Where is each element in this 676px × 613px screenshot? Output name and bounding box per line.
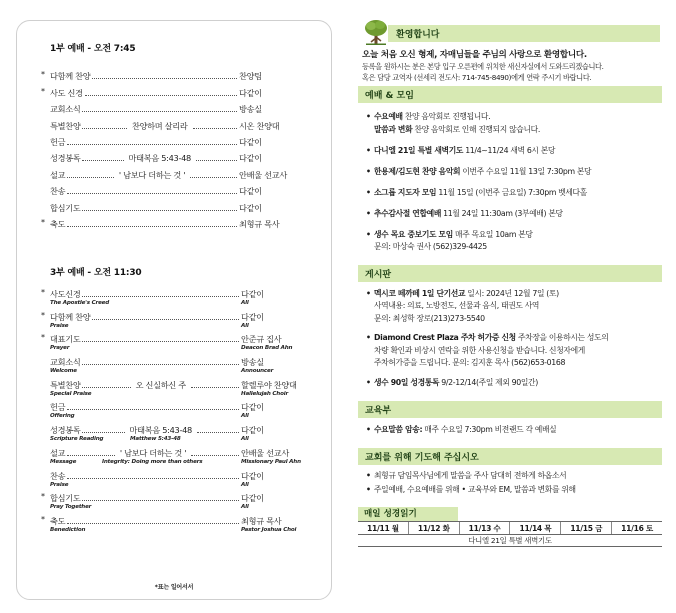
- bullet-line: [374, 357, 662, 370]
- order-item-line: [50, 355, 313, 367]
- bullet-line: [374, 288, 662, 301]
- contact-line: 혹은 담당 교역자 (선세리 전도사: 714-745-8490)에게 연락 주시기 바랍니다.: [362, 72, 592, 82]
- order-item-leader: 할렐루야 찬양대: [241, 379, 297, 390]
- prayer-title: 교회를 위해 기도해 주십시오: [358, 448, 662, 465]
- bullet-icon: •: [366, 485, 371, 494]
- order-item: [50, 400, 313, 423]
- welcome-section: [358, 18, 662, 82]
- bold-text: 수요예배: [374, 112, 403, 121]
- standing-mark: *: [41, 288, 45, 297]
- order-item: [41, 82, 311, 98]
- order-item-english-name: Praise: [50, 322, 69, 329]
- prayer-list: [358, 470, 662, 497]
- service3-order-list: [41, 287, 313, 537]
- dot-leader: [67, 455, 115, 456]
- plain-text: 11/4~11/24 새벽 6시 본당: [463, 145, 556, 155]
- plain-text: 매주 수요일 7:30pm 비전랜드 각 예배실: [422, 425, 557, 434]
- order-item-leader: 다같이: [241, 425, 264, 436]
- order-item-leader: 다같이: [241, 493, 264, 504]
- bullet-item: [366, 166, 662, 179]
- order-item-english-detail: Integrity: Doing more than others: [102, 458, 203, 465]
- bullet-icon: •: [366, 229, 371, 239]
- order-item-leader: 다같이: [241, 311, 264, 322]
- order-item-name: 특별찬양: [50, 120, 81, 131]
- plain-text: 사역내용: 의료, 노방전도, 선물과 음식, 태권도 사역: [374, 301, 540, 310]
- bullet-icon: •: [366, 145, 371, 155]
- order-item-english-name: Welcome: [50, 368, 77, 375]
- order-item-line: [50, 446, 313, 458]
- welcome-line: 오늘 처음 오신 형제, 자매님들을 주님의 사랑으로 환영합니다.: [362, 50, 587, 60]
- order-item-english: [50, 435, 313, 444]
- order-item: [41, 287, 313, 310]
- order-item-leader: 다같이: [239, 136, 262, 147]
- order-item-leader: 다같이: [241, 402, 264, 413]
- bullet-line: [374, 166, 662, 179]
- order-item-name: 성경봉독: [50, 425, 81, 436]
- education-title: 교육부: [358, 401, 662, 418]
- order-item: [50, 115, 311, 131]
- events-list: [358, 111, 662, 254]
- order-item: [50, 164, 311, 180]
- bullet-icon: •: [366, 187, 371, 197]
- order-item-english-leader: All: [241, 436, 249, 443]
- dot-leader: [191, 455, 239, 456]
- order-item-name: 찬송: [50, 186, 66, 197]
- order-item-line: [50, 400, 313, 412]
- bold-text: 멕시코 떼까떼 1일 단기선교: [374, 288, 466, 298]
- order-item-english: [50, 458, 313, 467]
- dot-leader: [190, 177, 237, 178]
- bullet-line: [374, 470, 662, 483]
- bullet-item: [366, 187, 662, 200]
- bold-text: 한용제/김도현 찬양 음악회: [374, 166, 461, 176]
- bullet-icon: •: [366, 112, 371, 121]
- registration-line: 등록을 원하시는 분은 본당 입구 오른편에 위치한 새신자실에서 도와드리겠습니다.: [362, 62, 604, 71]
- bullet-icon: •: [366, 470, 371, 480]
- bold-text: 생수 목요 중보기도 모임: [374, 229, 453, 239]
- order-item-name: 헌금: [50, 402, 66, 413]
- bullet-line: [374, 145, 662, 158]
- plain-text: 찬양 음악회로 인해 진행되지 않습니다.: [412, 124, 540, 134]
- order-item-english-leader: All: [241, 300, 249, 306]
- reading-date-cell: 11/15 금: [561, 522, 612, 534]
- bullet-icon: •: [366, 333, 371, 342]
- standing-mark: *: [41, 333, 45, 343]
- order-item: [50, 355, 313, 378]
- plain-text: 문의: 마상숙 권사 (562)329-4425: [374, 242, 487, 251]
- order-item-leader: 안준규 집사: [241, 334, 282, 345]
- order-item-english: [50, 390, 313, 399]
- dot-leader: [67, 478, 239, 479]
- reading-date-cell: 11/12 화: [409, 522, 460, 534]
- order-item-english-leader: All: [241, 413, 249, 420]
- order-item-leader: 방송실: [241, 357, 264, 368]
- order-item: [50, 197, 311, 213]
- bullet-line: [374, 229, 662, 242]
- bullet-icon: •: [366, 288, 371, 298]
- order-item-name: 대표기도: [50, 334, 81, 345]
- dot-leader: [82, 128, 127, 129]
- dot-leader: [82, 500, 239, 501]
- order-item-english-name: Benediction: [50, 526, 86, 533]
- dot-leader: [67, 523, 239, 524]
- order-item-name: 성경봉독: [50, 153, 81, 164]
- order-item-english-name: Prayer: [50, 345, 70, 352]
- order-item-english-name: Offering: [50, 413, 75, 420]
- bullet-icon: •: [366, 425, 371, 434]
- order-item-name: 축도: [50, 218, 66, 229]
- bullet-icon: •: [366, 166, 371, 176]
- bullet-item: [366, 484, 662, 497]
- order-item: [50, 446, 313, 469]
- order-item-leader: 다같이: [239, 186, 262, 197]
- dot-leader: [82, 111, 237, 112]
- order-item-english-leader: Pastor Joshua Choi: [241, 526, 297, 533]
- plain-text: 9/2-12/14(주일 제외 90일간): [439, 377, 538, 387]
- order-item-line: [50, 469, 313, 481]
- order-item-name: 다함께 찬양: [50, 311, 91, 322]
- bullet-line: [374, 424, 662, 437]
- service1-title: 1부 예배 - 오전 7:45: [50, 44, 136, 54]
- dot-leader: [67, 226, 237, 227]
- standing-mark: *: [41, 86, 45, 96]
- order-item-english-detail: Matthew 5:43-48: [130, 436, 181, 443]
- plain-text: 찬양 음악회로 진행됩니다.: [402, 112, 491, 121]
- dot-leader: [85, 95, 237, 96]
- order-of-worship-panel: [16, 20, 332, 600]
- order-item: [50, 423, 313, 446]
- order-item-english: [50, 322, 313, 331]
- standing-mark: *: [41, 492, 45, 502]
- bold-text: 말씀과 변화: [374, 124, 413, 134]
- order-item-english-leader: Announcer: [241, 368, 274, 375]
- order-item-name: 사도 신경: [50, 87, 83, 98]
- order-item-english-leader: All: [241, 322, 249, 329]
- prayer-section: [358, 448, 662, 497]
- order-item: [50, 181, 311, 197]
- service1-order-list: [41, 66, 311, 230]
- order-item-english-leader: Hallelujah Choir: [241, 390, 289, 397]
- bold-text: 추수감사절 연합예배: [374, 208, 441, 218]
- bullet-item: [366, 288, 662, 326]
- order-item-english-name: Message: [50, 458, 77, 465]
- board-section: [358, 265, 662, 390]
- tree-icon: [362, 18, 390, 46]
- education-list: [358, 424, 662, 437]
- bullet-item: [366, 424, 662, 437]
- order-item-line: [50, 287, 313, 299]
- order-item: [50, 99, 311, 115]
- order-item-detail: ' 남보다 더하는 것 ': [119, 447, 187, 458]
- order-item-leader: 다같이: [241, 470, 264, 481]
- plain-text: 차량 확인과 비상시 연락을 위한 사용신청을 받습니다. 신청자에게: [374, 345, 585, 355]
- dot-leader: [196, 160, 237, 161]
- bold-text: 소그룹 지도자 모임: [374, 187, 437, 197]
- daily-reading-table: [358, 521, 662, 547]
- order-item-name: 다함께 찬양: [50, 71, 91, 82]
- order-item-english-leader: Deacon Brad Ahn: [241, 345, 293, 352]
- order-item-detail: 마태복음 5:43-48: [129, 425, 192, 436]
- bullet-icon: •: [366, 208, 371, 218]
- order-item-name: 교회소식: [50, 357, 81, 368]
- dot-leader: [67, 144, 237, 145]
- order-item-leader: 다같이: [239, 202, 262, 213]
- order-item-leader: 다같이: [241, 289, 264, 299]
- order-item: [41, 491, 313, 514]
- bullet-item: [366, 145, 662, 158]
- dot-leader: [67, 193, 237, 194]
- order-item-english-name: Praise: [50, 481, 69, 488]
- dot-leader: [82, 432, 124, 433]
- order-item-line: [50, 491, 313, 503]
- dot-leader: [82, 387, 130, 388]
- order-item-english-leader: All: [241, 504, 249, 511]
- order-item-detail: 마태복음 5:43-48: [128, 153, 191, 164]
- bullet-line: [374, 208, 662, 221]
- order-item-line: [50, 378, 313, 390]
- order-item-line: [50, 310, 313, 322]
- dot-leader: [67, 409, 239, 410]
- dot-leader: [82, 341, 239, 342]
- order-item-leader: 안배울 선교사: [241, 447, 289, 458]
- service3-title: 3부 예배 - 오전 11:30: [50, 268, 142, 278]
- order-item-english-name: Special Praise: [50, 390, 92, 397]
- plain-text: 주일예배, 수요예배를 위해 • 교육부와 EM, 말씀과 변화를 위해: [374, 485, 576, 494]
- order-item-name: 헌금: [50, 136, 66, 147]
- standing-footnote: *표는 일어서서: [154, 584, 194, 591]
- order-item-english: [50, 344, 313, 353]
- order-item-english-name: Pray Together: [50, 504, 92, 511]
- standing-mark: *: [41, 514, 45, 524]
- order-item: [41, 214, 311, 230]
- bullet-item: [366, 111, 662, 136]
- dot-leader: [197, 432, 239, 433]
- reading-dates-row: [358, 522, 662, 535]
- order-item-english: [50, 412, 313, 421]
- bullet-item: [366, 229, 662, 254]
- order-item-name: 교회소식: [50, 104, 81, 115]
- welcome-body: [362, 48, 662, 83]
- order-item-name: 사도신경: [50, 289, 81, 299]
- bullet-item: [366, 377, 662, 390]
- dot-leader: [82, 296, 239, 297]
- order-item-english-name: The Apostle's Creed: [50, 300, 110, 306]
- bullet-line: [374, 187, 662, 200]
- plain-text: 최형규 담임목사님에게 말씀을 주사 담대히 전하게 하옵소서: [374, 470, 567, 480]
- bullet-item: [366, 208, 662, 221]
- bullet-line: [374, 313, 662, 326]
- order-item-leader: 찬양팀: [239, 71, 262, 82]
- order-item-detail: 오 신실하신 주: [135, 379, 186, 390]
- bold-text: 다니엘 21일 특별 새벽기도: [374, 145, 464, 155]
- order-item-english-name: Scripture Reading: [50, 436, 104, 443]
- standing-mark: *: [41, 70, 45, 80]
- bullet-line: [374, 111, 662, 124]
- order-item-leader: 다같이: [239, 87, 262, 98]
- plain-text: 문의: 최성학 장로(213)273-5540: [374, 313, 485, 323]
- education-section: [358, 401, 662, 437]
- bold-text: Diamond Crest Plaza 주차 허가증 신청: [374, 333, 516, 342]
- order-item-leader: 최형규 목사: [241, 515, 282, 526]
- bold-text: 수요말씀 암송:: [374, 425, 423, 434]
- bullet-line: [374, 300, 662, 313]
- plain-text: 일시: 2024년 12월 7일 (토): [465, 288, 559, 298]
- order-item-name: 설교: [50, 169, 66, 180]
- reading-date-cell: 11/13 수: [460, 522, 511, 534]
- order-item-leader: 안배울 선교사: [239, 169, 287, 180]
- order-item: [50, 148, 311, 164]
- dot-leader: [193, 128, 238, 129]
- bullet-line: [374, 241, 662, 254]
- order-item-english: [50, 367, 313, 376]
- dot-leader: [82, 160, 123, 161]
- order-item-leader: 방송실: [239, 104, 262, 115]
- order-item-name: 합심기도: [50, 493, 81, 504]
- events-title: 예배 & 모임: [358, 86, 662, 103]
- order-item: [41, 332, 313, 355]
- reading-note: 다니엘 21일 특별 새벽기도: [358, 535, 662, 547]
- plain-text: 11월 15일 (이번주 금요일) 7:30pm 벳세다홀: [436, 187, 587, 197]
- order-item-leader: 다같이: [239, 153, 262, 164]
- plain-text: 주차허가증을 드립니다. 문의: 김지훈 목사 (562)653-0168: [374, 358, 566, 367]
- bullet-item: [366, 470, 662, 483]
- plain-text: 매주 목요일 10am 본당: [452, 229, 533, 239]
- bullet-item: [366, 332, 662, 370]
- order-item-leader: 최형규 목사: [239, 218, 280, 229]
- order-item-english: [50, 526, 313, 535]
- order-item-english: [50, 481, 313, 490]
- plain-text: 주차장을 이용하시는 성도의: [515, 333, 609, 342]
- events-section: [358, 86, 662, 254]
- standing-mark: *: [41, 217, 45, 227]
- board-title: 게시판: [358, 265, 662, 282]
- plain-text: 11월 24일 11:30am (3부예배) 본당: [441, 208, 563, 218]
- order-item-name: 특별찬양: [50, 379, 81, 390]
- dot-leader: [92, 319, 239, 320]
- order-item-english-leader: All: [241, 481, 249, 488]
- order-item-line: [50, 423, 313, 435]
- dot-leader: [92, 78, 237, 79]
- board-list: [358, 288, 662, 390]
- bullet-line: [374, 345, 662, 358]
- reading-date-cell: 11/16 토: [621, 523, 653, 533]
- dot-leader: [82, 364, 239, 365]
- standing-mark: *: [41, 310, 45, 320]
- plain-text: 이번주 수요일 11월 13일 7:30pm 본당: [460, 166, 592, 176]
- order-item-name: 찬송: [50, 470, 66, 481]
- order-item-leader: 시온 찬양대: [239, 120, 280, 131]
- daily-reading-title: 매일 성경읽기: [358, 507, 458, 521]
- bullet-line: [374, 484, 662, 497]
- bullet-icon: •: [366, 377, 371, 387]
- order-item: [41, 66, 311, 82]
- order-item: [50, 469, 313, 492]
- order-item-english: [50, 299, 313, 308]
- order-item-name: 합심기도: [50, 202, 81, 213]
- announcements-panel: [358, 18, 662, 547]
- registration-info: [362, 62, 662, 83]
- order-item: [50, 378, 313, 401]
- order-item-name: 설교: [50, 447, 66, 458]
- daily-reading-section: [358, 507, 662, 547]
- order-item: [50, 132, 311, 148]
- bullet-line: [374, 124, 662, 137]
- order-item-english-leader: Missionary Paul Ahn: [241, 458, 301, 465]
- order-item-detail: 찬양하며 살리라: [131, 120, 188, 131]
- bullet-line: [374, 377, 662, 390]
- order-item: [41, 310, 313, 333]
- welcome-title: 환영합니다: [396, 30, 440, 40]
- reading-date-cell: 11/11 월: [358, 522, 409, 534]
- order-item-line: [50, 332, 313, 344]
- order-item-english: [50, 503, 313, 512]
- dot-leader: [67, 177, 114, 178]
- order-item-name: 축도: [50, 515, 66, 526]
- dot-leader: [82, 210, 237, 211]
- bullet-line: [374, 332, 662, 345]
- order-item: [41, 514, 313, 537]
- reading-date-cell: 11/14 목: [510, 522, 561, 534]
- order-item-line: [50, 514, 313, 526]
- dot-leader: [191, 387, 239, 388]
- order-item-detail: ' 남보다 더하는 것 ': [118, 169, 186, 180]
- bold-text: 생수 90일 성경통독: [374, 377, 440, 387]
